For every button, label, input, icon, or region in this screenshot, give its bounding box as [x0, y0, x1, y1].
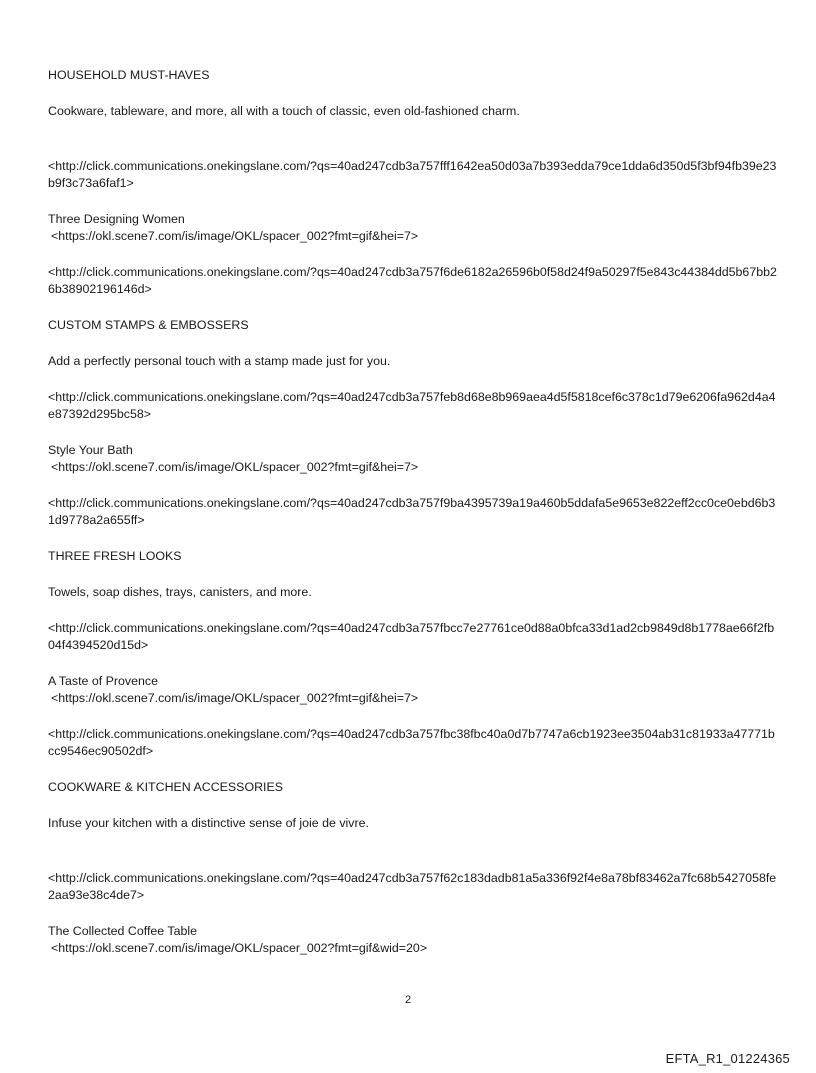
section-link[interactable]: <http://click.communications.onekingslane.com/?qs=40ad247cdb3a757f6de6182a26596b0f58d24f9a50297f5e843c44384dd5b67bb26b38902196146d> — [48, 265, 777, 296]
section-link[interactable]: <http://click.communications.onekingslane.com/?qs=40ad247cdb3a757f62c183dadb81a5a336f92f4e8a78bf83462a7fc68b5427058fe2aa93e38c4de7> — [48, 871, 777, 902]
spacer-image-link[interactable]: <https://okl.scene7.com/is/image/OKL/spacer_002?fmt=gif&hei=7> — [51, 460, 419, 474]
page-number: 2 — [404, 994, 412, 1006]
section-description: Infuse your kitchen with a distinctive sense of joie de vivre. — [48, 816, 369, 830]
spacer-image-link[interactable]: <https://okl.scene7.com/is/image/OKL/spacer_002?fmt=gif&wid=20> — [51, 941, 428, 955]
section-heading: HOUSEHOLD MUST-HAVES — [48, 68, 210, 82]
section-title: Style Your Bath — [48, 443, 133, 457]
section-title: Three Designing Women — [48, 212, 185, 226]
spacer-image-link[interactable]: <https://okl.scene7.com/is/image/OKL/spacer_002?fmt=gif&hei=7> — [51, 229, 419, 243]
section-heading: CUSTOM STAMPS & EMBOSSERS — [48, 318, 249, 332]
section-description: Add a perfectly personal touch with a stamp made just for you. — [48, 354, 391, 368]
section-heading: COOKWARE & KITCHEN ACCESSORIES — [48, 780, 284, 794]
section-description: Cookware, tableware, and more, all with a touch of classic, even old-fashioned charm. — [48, 104, 520, 118]
document-body — [48, 67, 778, 957]
section-title: The Collected Coffee Table — [48, 924, 198, 938]
section-link[interactable]: <http://click.communications.onekingslane.com/?qs=40ad247cdb3a757fbc38fbc40a0d7b7747a6cb1923ee3504ab31c81933a47771bcc9546ec90502df> — [48, 727, 775, 758]
section-link[interactable]: <http://click.communications.onekingslane.com/?qs=40ad247cdb3a757f9ba4395739a19a460b5ddafa5e9653e822eff2cc0ce0ebd6b31d9778a2a655ff> — [48, 496, 776, 527]
section-link[interactable]: <http://click.communications.onekingslane.com/?qs=40ad247cdb3a757fbcc7e27761ce0d88a0bfca33d1ad2cb9849d8b1778ae66f2fb04f4394520d15d> — [48, 621, 775, 652]
section-description: Towels, soap dishes, trays, canisters, and more. — [48, 585, 312, 599]
spacer-image-link[interactable]: <https://okl.scene7.com/is/image/OKL/spacer_002?fmt=gif&hei=7> — [51, 691, 419, 705]
section-heading: THREE FRESH LOOKS — [48, 549, 182, 563]
section-link[interactable]: <http://click.communications.onekingslane.com/?qs=40ad247cdb3a757feb8d68e8b969aea4d5f5818cef6c378c1d79e6206fa962d4a4e87392d295bc58> — [48, 390, 776, 421]
section-link[interactable]: <http://click.communications.onekingslane.com/?qs=40ad247cdb3a757fff1642ea50d03a7b393edda79ce1dda6d350d5f3bf94fb39e23b9f3c73a6faf1> — [48, 159, 777, 190]
section-title: A Taste of Provence — [48, 674, 158, 688]
document-id-stamp: EFTA_R1_01224365 — [665, 1051, 790, 1066]
